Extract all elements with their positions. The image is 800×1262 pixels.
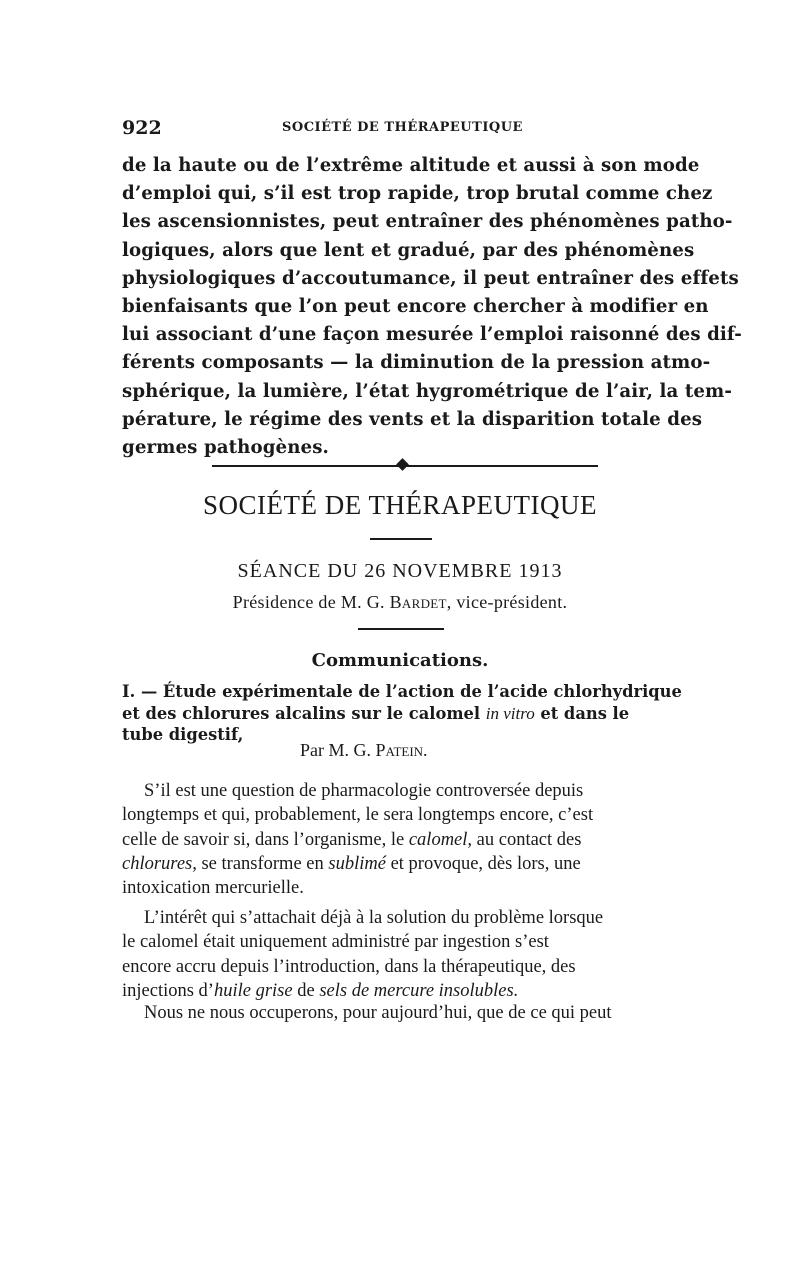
body-line: S’il est une question de pharmacologie controversée depuis xyxy=(144,781,584,801)
body-line: L’intérêt qui s’attachait déjà à la solution du problème lorsque xyxy=(144,908,604,928)
body-line: longtemps et qui, probablement, le sera longtemps encore, c’est xyxy=(122,805,594,826)
page-number: 922 xyxy=(122,117,162,139)
presidency-prefix: Présidence de M. G. xyxy=(232,592,390,612)
intro-line: les ascensionnistes, peut entraîner des phénomènes patho- xyxy=(122,211,733,233)
intro-line: pérature, le régime des vents et la disparition totale des xyxy=(122,408,703,430)
session-rule xyxy=(358,628,444,630)
article-title-line: I. — Étude expérimentale de l’action de l’acide chlorhydrique xyxy=(122,682,682,701)
intro-line: logiques, alors que lent et gradué, par des phénomènes xyxy=(122,239,695,261)
body-line: le calomel était uniquement administré par ingestion s’est xyxy=(122,932,549,953)
body-line: chlorures, se transforme en sublimé et provoque, dès lors, une xyxy=(122,853,581,874)
intro-line: germes pathogènes. xyxy=(122,437,329,459)
section-heading: Communications. xyxy=(311,650,489,671)
body-paragraph xyxy=(122,1001,672,1025)
article-italic: in vitro xyxy=(485,703,535,723)
body-line: celle de savoir si, dans l’organisme, le calomel, au contact des xyxy=(122,829,582,850)
presidency-suffix: , vice-président. xyxy=(446,592,568,612)
author-name: Patein. xyxy=(375,740,428,760)
body-line: intoxication mercurielle. xyxy=(122,878,304,899)
intro-line: férents composants — la diminution de la pression atmo- xyxy=(122,352,711,374)
running-head xyxy=(122,117,682,139)
session-date: SÉANCE DU 26 NOVEMBRE 1913 xyxy=(237,560,563,582)
body-line: encore accru depuis l’introduction, dans la thérapeutique, des xyxy=(122,956,576,977)
title-rule xyxy=(370,538,432,540)
intro-line: sphérique, la lumière, l’état hygrométrique de l’air, la tem- xyxy=(122,380,732,402)
article-author: Par M. G. Patein. xyxy=(300,740,428,760)
running-title: SOCIÉTÉ DE THÉRAPEUTIQUE xyxy=(282,120,523,135)
intro-line: de la haute ou de l’extrême altitude et aussi à son mode xyxy=(122,155,700,176)
body-line: Nous ne nous occuperons, pour aujourd’hui, que de ce qui peut xyxy=(144,1003,612,1023)
intro-paragraph xyxy=(122,152,742,462)
intro-line: lui associant d’une façon mesurée l’emploi raisonné des dif- xyxy=(122,324,742,346)
intro-line: bienfaisants que l’on peut encore chercher à modifier en xyxy=(122,296,709,318)
body-paragraph xyxy=(122,906,672,1003)
body-line: injections d’huile grise de sels de mercure insolubles. xyxy=(122,980,519,1001)
presidency-line xyxy=(0,592,800,613)
article-title xyxy=(122,681,682,746)
article-title-line: tube digestif, xyxy=(122,725,244,744)
president-name: Bardet xyxy=(389,592,447,612)
society-title: SOCIÉTÉ DE THÉRAPEUTIQUE xyxy=(203,490,597,520)
intro-line: physiologiques d’accoutumance, il peut entraîner des effets xyxy=(122,267,739,289)
body-paragraph xyxy=(122,779,672,900)
intro-line: d’emploi qui, s’il est trop rapide, trop brutal comme chez xyxy=(122,183,713,205)
article-title-line: et des chlorures alcalins sur le calomel in vitro et dans le xyxy=(122,703,630,723)
